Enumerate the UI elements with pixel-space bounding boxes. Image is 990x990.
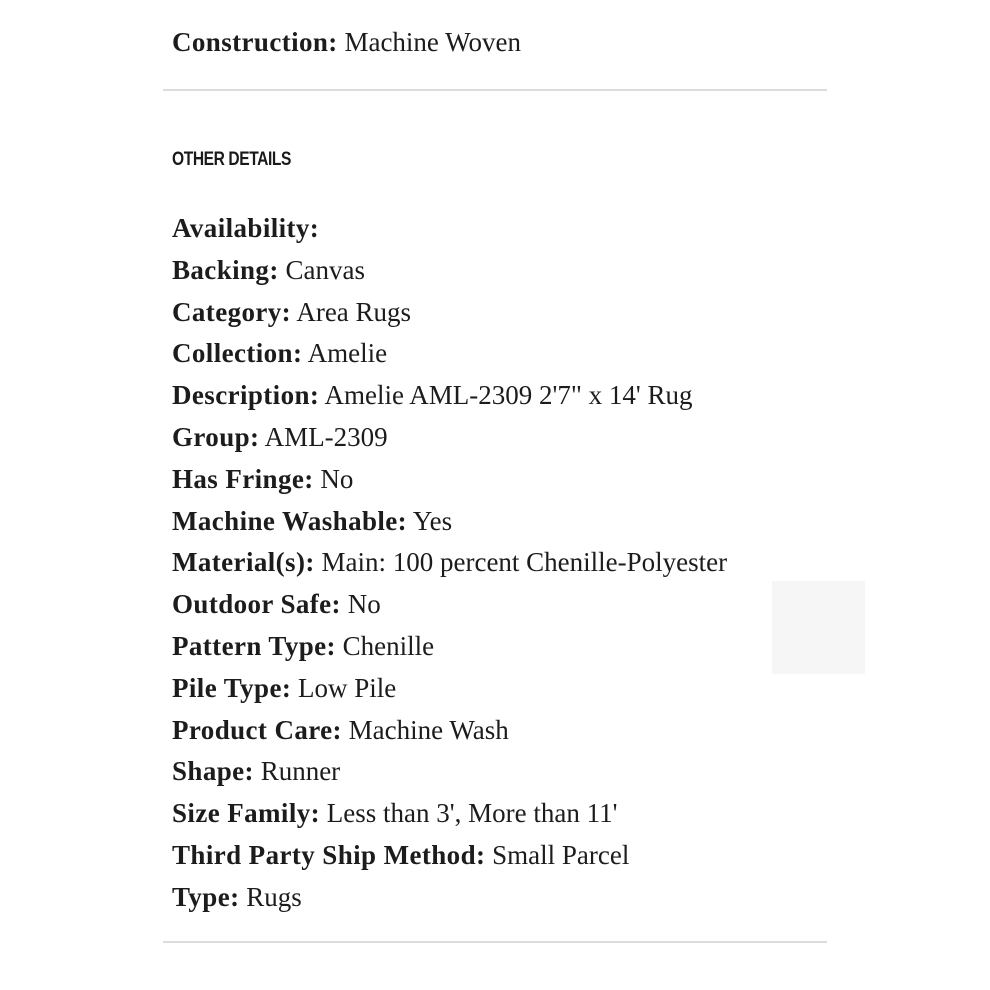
divider-top [163, 89, 827, 91]
detail-label: Has Fringe: [172, 463, 314, 494]
detail-value: Amelie AML-2309 2'7" x 14' Rug [319, 380, 693, 411]
detail-row-collection [172, 333, 727, 375]
detail-label: Product Care: [172, 714, 342, 745]
detail-label: Group: [172, 421, 260, 452]
detail-row-type [172, 877, 727, 919]
detail-value: Small Parcel [485, 839, 630, 870]
detail-value: Area Rugs [291, 296, 412, 327]
detail-row-availability [172, 208, 727, 250]
other-details-list [172, 208, 727, 919]
detail-label: Pile Type: [172, 672, 292, 703]
detail-label: Availability: [172, 213, 320, 243]
detail-label: Collection: [172, 338, 303, 369]
detail-value: No [313, 463, 354, 494]
detail-label: Third Party Ship Method: [172, 839, 486, 870]
detail-row-backing [172, 250, 727, 292]
construction-label: Construction: [172, 27, 338, 57]
detail-row-pile-type [172, 668, 727, 710]
detail-value: Yes [407, 505, 453, 536]
construction-value: Machine Woven [337, 27, 521, 57]
detail-value: Main: 100 percent Chenille-Polyester [314, 547, 728, 578]
detail-value: No [340, 589, 381, 620]
detail-label: Category: [172, 296, 292, 327]
detail-label: Size Family: [172, 798, 321, 829]
detail-row-shape [172, 751, 727, 793]
detail-row-description [172, 375, 727, 417]
divider-bottom [163, 941, 827, 943]
detail-row-has-fringe [172, 459, 727, 501]
detail-value: Rugs [239, 881, 302, 912]
detail-value: Low Pile [291, 672, 397, 703]
detail-row-group [172, 417, 727, 459]
detail-label: Shape: [172, 756, 254, 787]
detail-value: Canvas [278, 254, 365, 285]
detail-label: Outdoor Safe: [172, 589, 341, 620]
detail-label: Backing: [172, 254, 279, 285]
detail-label: Machine Washable: [172, 505, 408, 536]
detail-label: Type: [172, 881, 240, 912]
detail-row-pattern-type [172, 626, 727, 668]
detail-value: Less than 3', More than 11' [320, 798, 618, 829]
placeholder-box [772, 581, 865, 674]
detail-row-category [172, 292, 727, 334]
section-heading-other-details: OTHER DETAILS [172, 149, 292, 170]
detail-row-outdoor-safe [172, 584, 727, 626]
detail-row-materials [172, 542, 727, 584]
detail-row-product-care [172, 710, 727, 752]
detail-label: Material(s): [172, 547, 315, 578]
detail-row-machine-washable [172, 501, 727, 543]
construction-row [172, 24, 521, 60]
detail-label: Description: [172, 380, 320, 411]
detail-row-third-party-ship-method [172, 835, 727, 877]
detail-value: Chenille [335, 630, 435, 661]
detail-row-size-family [172, 793, 727, 835]
detail-value: AML-2309 [259, 421, 388, 452]
detail-label: Pattern Type: [172, 630, 336, 661]
detail-value: Runner [253, 756, 341, 787]
detail-value: Amelie [302, 338, 388, 369]
detail-value: Machine Wash [341, 714, 509, 745]
